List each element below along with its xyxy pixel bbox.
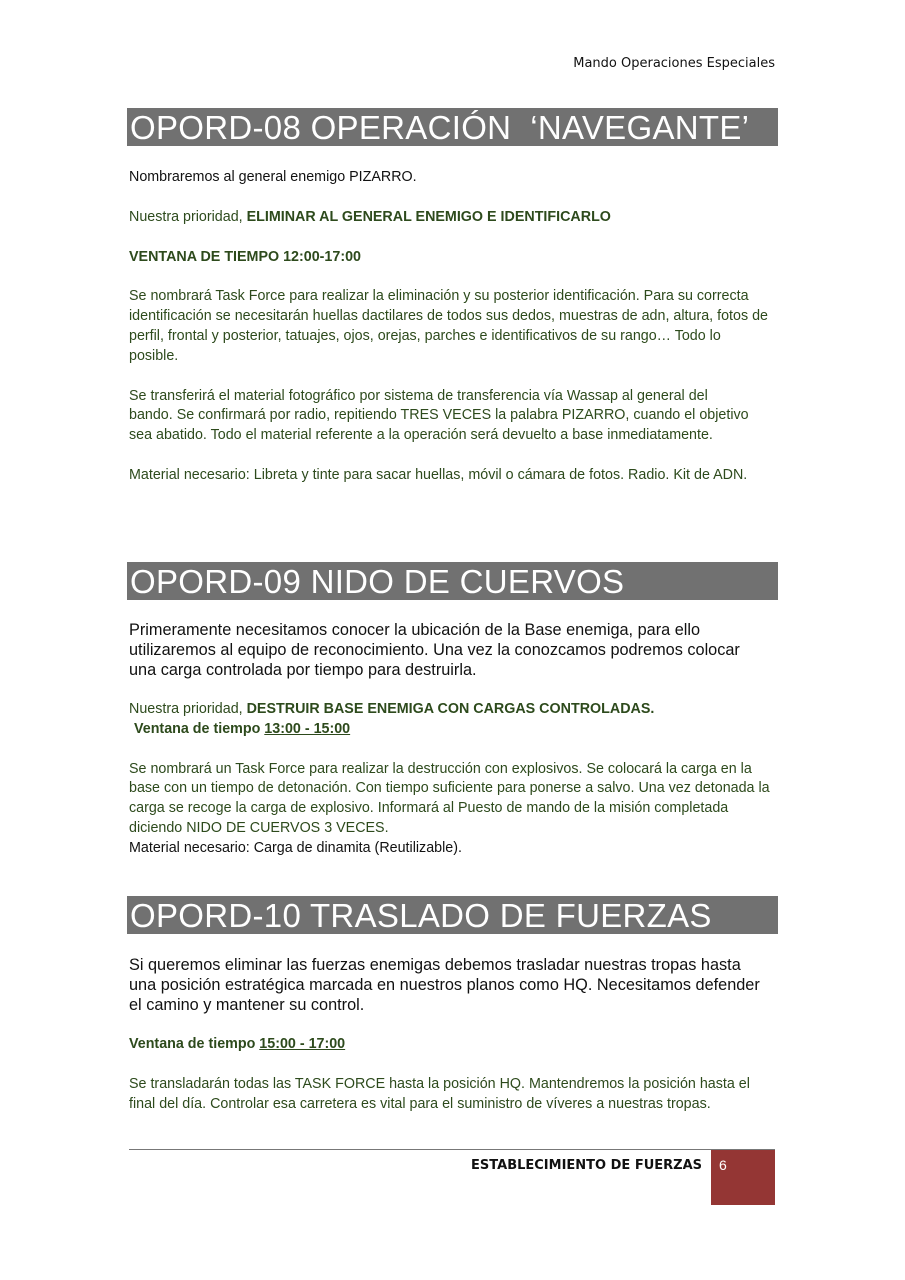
- paragraph: Material necesario: Carga de dinamita (Reutilizable).: [129, 839, 462, 856]
- priority: [129, 208, 774, 228]
- time-window: [129, 720, 774, 740]
- paragraph: Nombraremos al general enemigo PIZARRO.: [129, 169, 417, 185]
- time-window: [129, 1035, 774, 1055]
- time-window-value: 13:00 - 15:00: [264, 720, 351, 737]
- priority-text: ELIMINAR AL GENERAL ENEMIGO E IDENTIFICARLO: [246, 208, 611, 225]
- section-heading: OPORD-09 NIDO DE CUERVOS: [127, 562, 778, 600]
- section-body: [129, 168, 774, 486]
- priority: [129, 700, 774, 720]
- priority-text: DESTRUIR BASE ENEMIGA CON CARGAS CONTROLADAS.: [246, 701, 655, 717]
- running-header: Mando Operaciones Especiales: [573, 56, 775, 71]
- time-window-label: Ventana de tiempo: [134, 720, 265, 737]
- priority-label: Nuestra prioridad,: [129, 701, 247, 717]
- time-window-value: 15:00 - 17:00: [259, 1036, 346, 1052]
- page-number: 6: [719, 1157, 727, 1173]
- paragraph: Se transferirá el material fotográfico por sistema de transferencia vía Wassap al general del bando. Se confirmará por radio, repitiendo TRES VECES la palabra PIZARRO, cuando el objetivo sea abatido. Todo el material referente a la operación será devuelto a base inmediatamente.: [129, 387, 749, 444]
- section-body: [129, 620, 774, 859]
- footer-title: ESTABLECIMIENTO DE FUERZAS: [471, 1158, 702, 1173]
- paragraph: Se transladarán todas las TASK FORCE hasta la posición HQ. Mantendremos la posición hasta el final del día. Controlar esa carretera es vital para el suministro de víveres a nuestras tropas.: [129, 1075, 750, 1112]
- paragraph: Se nombrará Task Force para realizar la eliminación y su posterior identificación. Para su correcta identificación se necesitarán huellas dactilares de todos sus dedos, muestras de adn, altura, fotos de perfil, frontal y posterior, tatuajes, ojos, orejas, parches e identificativos de su rango… Todo lo posible.: [129, 288, 768, 364]
- paragraph: Si queremos eliminar las fuerzas enemigas debemos trasladar nuestras tropas hasta una posición estratégica marcada en nuestros planos como HQ. Necesitamos defender el camino y mantener su control.: [129, 956, 760, 1014]
- section-body: [129, 955, 774, 1114]
- footer-divider: [129, 1149, 775, 1150]
- time-window: [129, 248, 774, 268]
- priority-label: Nuestra prioridad,: [129, 208, 247, 225]
- paragraph: Se nombrará un Task Force para realizar la destrucción con explosivos. Se colocará la carga en la base con un tiempo de detonación. Con tiempo suficiente para ponerse a salvo. Una vez detonada la carga se recoge la carga de explosivo. Informará al Puesto de mando de la misión completada diciendo NIDO DE CUERVOS 3 VECES.: [129, 760, 770, 836]
- section-heading: OPORD-10 TRASLADO DE FUERZAS: [127, 896, 778, 934]
- paragraph: Material necesario: Libreta y tinte para sacar huellas, móvil o cámara de fotos. Radio. Kit de ADN.: [129, 466, 748, 483]
- paragraph: Primeramente necesitamos conocer la ubicación de la Base enemiga, para ello utilizaremos al equipo de reconocimiento. Una vez la conozcamos podremos colocar una carga controlada por tiempo para destruirla.: [129, 621, 740, 679]
- section-heading: OPORD-08 OPERACIÓN ‘NAVEGANTE’: [127, 108, 778, 146]
- time-window-text: VENTANA DE TIEMPO 12:00-17:00: [129, 248, 361, 265]
- time-window-label: Ventana de tiempo: [129, 1036, 260, 1052]
- page-number-box: [711, 1150, 775, 1205]
